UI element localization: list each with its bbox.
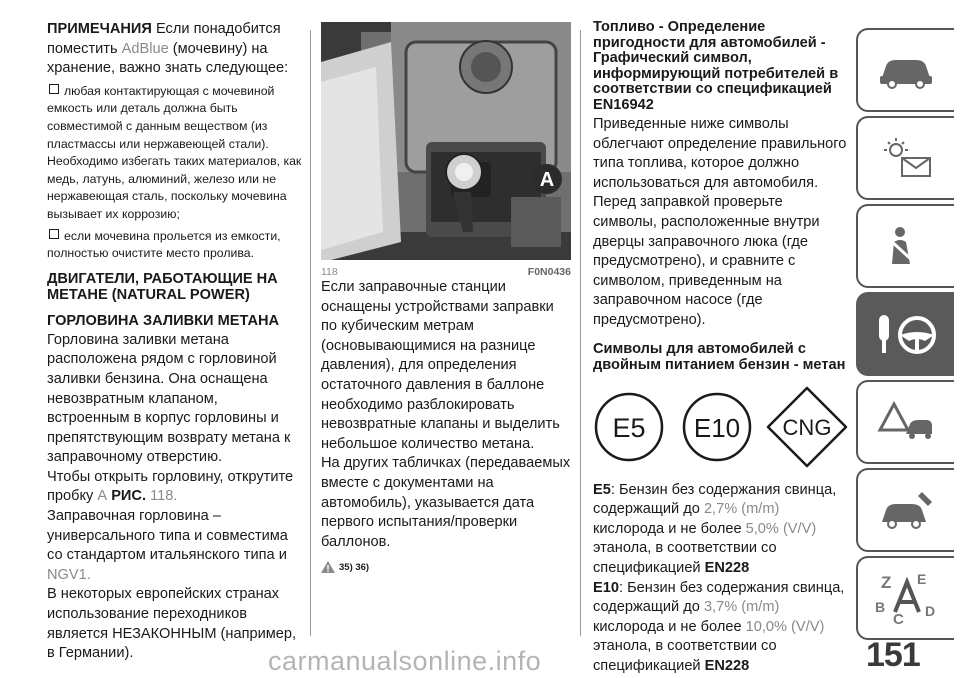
body-paragraph: Чтобы открыть горловину, открутите пробку А РИС. 118. [47, 468, 294, 505]
photo-callout-a: A [539, 169, 555, 191]
figure-caption [321, 260, 571, 278]
bullet-item: любая контактирующая с мочевиной емкость или деталь должна быть совместимой с данным веществом (из пластмассы или нержавеющей стали). Необходимо избегать таких материалов, как медь, латунь, алюминий, железо или не нержавеющая сталь, поскольку мочевина вызывает их коррозию; [47, 83, 302, 221]
car-wrench-icon [876, 488, 936, 532]
tab-emergency[interactable] [856, 380, 954, 464]
column-divider [580, 30, 581, 636]
adblue-term: AdBlue [121, 40, 169, 57]
body-paragraph: Заправочная горловина – универсального типа и совместима со стандартом итальянского типа и NGV1. [47, 508, 288, 583]
warning-light-envelope-icon [876, 136, 936, 180]
svg-text:CNG: CNG [782, 414, 832, 440]
fuel-filler-photo [321, 22, 571, 260]
body-paragraph: На других табличках (передаваемых вместе с документами на автомобиль), указывается дата первого испытания/проверки баллонов. [321, 455, 571, 550]
page-number: 151 [866, 636, 920, 674]
seatbelt-icon [876, 224, 936, 268]
column-divider [310, 30, 311, 636]
column-left [47, 20, 302, 664]
figure-number: 118 [321, 266, 338, 278]
alphabet-index-icon [871, 568, 941, 628]
svg-text:E: E [917, 571, 927, 587]
tab-maintenance[interactable] [856, 468, 954, 552]
column-right [593, 20, 848, 676]
fuel-symbols-row [593, 379, 848, 479]
e5-circle-icon [593, 391, 665, 463]
svg-text:E5: E5 [612, 412, 646, 443]
svg-text:Z: Z [881, 573, 892, 592]
body-paragraph: Если заправочные станции оснащены устройствами заправки по кубическим метрам (основывающимися на разнице давления), для определения остаточного давления в баллоне необходимо разблокировать невозвратные клапаны и выделить небольшое количество метана. [321, 279, 560, 452]
bullet-item: если мочевина прольется из емкости, полностью очистите место пролива. [47, 228, 281, 261]
svg-text:B: B [875, 599, 886, 615]
tab-safety[interactable] [856, 204, 954, 288]
key-steering-wheel-icon [871, 309, 941, 359]
body-paragraph: Горловина заливки метана расположена рядом с горловиной заливки бензина. Она оснащена невозвратным клапаном, встроенным в корпус горловины и препятствующим возврату метана к заправочному отверстию. [47, 331, 291, 466]
svg-text:C: C [893, 611, 904, 628]
watermark: carmanualsonline.info [268, 646, 542, 676]
tab-vehicle[interactable] [856, 28, 954, 112]
tab-dashboard-lights[interactable] [856, 116, 954, 200]
cng-diamond-icon [765, 385, 849, 469]
section-heading: ГОРЛОВИНА ЗАЛИВКИ МЕТАНА [47, 312, 280, 329]
body-paragraph: В некоторых европейских странах использование переходников является НЕЗАКОННЫМ (например, в Германии). [47, 586, 297, 662]
e10-circle-icon [681, 391, 753, 463]
bullet-box-icon [49, 229, 59, 239]
triangle-car-icon [876, 400, 936, 444]
tab-index[interactable] [856, 556, 954, 640]
e5-description: E5: Бензин без содержания свинца, содержащий до 2,7% (m/m) кислорода и не более 5,0% (V/V) этанола, в соответствии со спецификацией EN228 [593, 481, 837, 576]
svg-text:D: D [925, 603, 936, 619]
warning-triangle-icon [321, 561, 335, 573]
bullet-box-icon [49, 84, 59, 94]
section-heading: ДВИГАТЕЛИ, РАБОТАЮЩИЕ НА МЕТАНЕ (NATURAL POWER) [47, 270, 278, 303]
note-label: ПРИМЕЧАНИЯ [47, 21, 152, 37]
body-paragraph: Приведенные ниже символы облегчают определение правильного типа топлива, которое должно использоваться для автомобиля. Перед заправкой проверьте символы, расположенные внутри дверцы заправочного люка (где предусмотрено), и сравните с символом, приведенным на заправочном насосе (где предусмотрено). [593, 116, 847, 328]
column-middle [321, 22, 571, 578]
svg-text:E10: E10 [693, 412, 741, 443]
chapter-tabs [856, 0, 960, 678]
tab-starting-driving[interactable] [856, 292, 954, 376]
section-heading: Топливо - Определение пригодности для автомобилей - Графический символ, информирующий потребителей в соответствии со спецификацией EN16942 [593, 19, 839, 113]
warning-reference: 35) 36) [321, 558, 571, 578]
note-paragraph: ПРИМЕЧАНИЯ Если понадобится поместить AdBlue (мочевину) на хранение, важно знать следующее: [47, 21, 289, 77]
section-heading: Символы для автомобилей с двойным питанием бензин - метан [593, 340, 846, 373]
figure-code: F0N0436 [527, 266, 571, 278]
car-icon [876, 50, 936, 90]
e10-description: E10: Бензин без содержания свинца, содержащий до 3,7% (m/m) кислорода и не более 10,0% (V/V) этанола, в соответствии со спецификацией EN228 [593, 579, 845, 674]
